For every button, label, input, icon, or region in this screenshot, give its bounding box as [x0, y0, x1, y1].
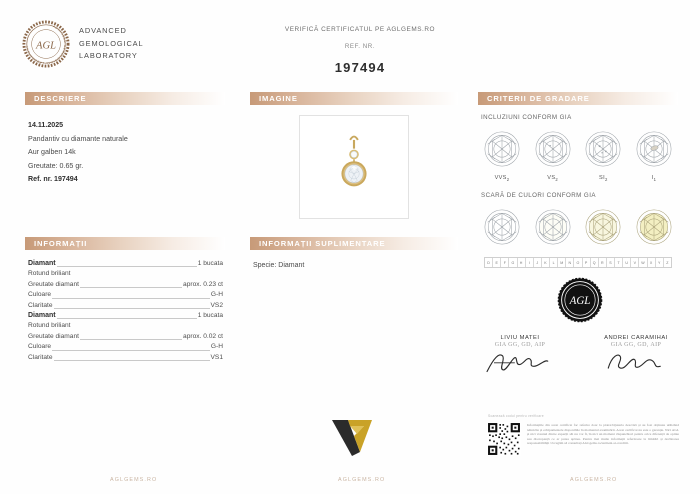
- info-row-leader: [57, 266, 197, 267]
- color-scale-cell: F: [501, 258, 509, 267]
- descriere-item: Pandantiv cu diamante naturale: [28, 134, 128, 143]
- info-row: [28, 259, 223, 269]
- descriere-date: 14.11.2025: [28, 121, 64, 129]
- pendant-photo-frame: [299, 115, 409, 219]
- brand-block: [22, 20, 144, 68]
- info-row-key: Greutate diamant: [28, 280, 79, 288]
- color-scale-cell: I: [526, 258, 534, 267]
- inclusion-cell-vvs: [482, 130, 522, 182]
- brand-line-3: LABORATORY: [79, 51, 138, 61]
- color-scale-cell: L: [550, 258, 558, 267]
- diamond-diagram-icon: [483, 130, 521, 168]
- descriere-body: [25, 105, 225, 187]
- color-scale-cell: S: [607, 258, 615, 267]
- inclusion-diagram-row: [478, 121, 678, 182]
- color-scale-cell: T: [615, 258, 623, 267]
- info-row-key: Greutate diamant: [28, 332, 79, 340]
- qr-note: Scanează codul pentru verificare: [488, 414, 544, 418]
- info-row-key: Diamant: [28, 312, 56, 320]
- info-row-value: 1 bucata: [197, 312, 223, 320]
- informatii-title: INFORMAȚII: [34, 239, 88, 248]
- inclusion-cell-vs: [533, 130, 573, 182]
- criterii-section: [478, 92, 678, 268]
- color-cell-2: [533, 208, 573, 251]
- info-row: [28, 290, 223, 300]
- svg-text:AGL: AGL: [569, 295, 591, 308]
- info-row-value: VS2: [210, 301, 223, 309]
- brand-line-1: ADVANCED: [79, 26, 127, 36]
- imagine-section: [250, 92, 458, 219]
- info-row-key: Claritate: [28, 301, 53, 309]
- verification-block: [240, 26, 480, 75]
- color-scale-cell: O: [574, 258, 582, 267]
- signature-mark-2: [588, 349, 684, 375]
- info-row: [28, 280, 223, 290]
- color-scale-cell: R: [599, 258, 607, 267]
- color-scale-cell: Z: [666, 260, 669, 265]
- info-row: [28, 332, 223, 342]
- watermark-right: AGLGEMS.RO: [570, 477, 618, 483]
- color-scale-cell: H: [518, 258, 526, 267]
- informatii-section: [25, 237, 225, 363]
- color-scale-cell: W: [639, 258, 647, 267]
- inclusion-label-i: $I_1$: [651, 175, 657, 183]
- diamond-diagram-icon: [635, 130, 673, 168]
- informatii-header-bar: [25, 237, 225, 250]
- info-row: [28, 353, 223, 363]
- info-row-value: aprox. 0.23 ct: [183, 280, 223, 288]
- color-diagram-row: [478, 199, 678, 251]
- diamond-color-icon: [635, 208, 673, 246]
- watermark-center: AGLGEMS.RO: [338, 477, 386, 483]
- info-row-leader: [54, 308, 210, 309]
- info-row: [28, 321, 223, 331]
- info-row-key: Diamant: [28, 260, 56, 267]
- color-scale-cell: U: [623, 258, 631, 267]
- descriere-metal: Aur galben 14k: [28, 148, 76, 156]
- color-scale-cell: N: [566, 258, 574, 267]
- diamond-color-icon: [584, 208, 622, 246]
- qr-code-icon[interactable]: [487, 422, 521, 456]
- info-row-leader: [57, 318, 197, 319]
- color-scale-strip: [484, 257, 672, 268]
- watermark-left: AGLGEMS.RO: [110, 477, 158, 483]
- certificate-header: [0, 0, 700, 88]
- signatory-name-2: ANDREI CARAMIHAI: [604, 335, 668, 341]
- info-row-value: G-H: [210, 343, 223, 351]
- info-row-value: aprox. 0.02 ct: [183, 332, 223, 340]
- info-row-key: Rotund briliant: [28, 270, 71, 278]
- inclusion-label-vvs: $VVS_2$: [494, 175, 510, 183]
- info-row-value: VS1: [210, 353, 223, 361]
- info-row-leader: [52, 298, 210, 299]
- inclusion-cell-si: [583, 130, 623, 182]
- reference-number: 197494: [334, 60, 386, 75]
- descriere-ref: Ref. nr. 197494: [28, 175, 78, 183]
- brand-line-2: GEMOLOGICAL: [79, 38, 144, 48]
- suplimentare-section: [250, 237, 458, 269]
- brand-name: [79, 25, 144, 63]
- color-scale-cell: D: [485, 258, 493, 267]
- info-row: [28, 311, 223, 321]
- diamond-color-icon: [483, 208, 521, 246]
- inclusions-subtitle: INCLUZIUNI CONFORM GIA: [481, 114, 572, 121]
- suplimentare-title: INFORMAȚII SUPLIMENTARE: [259, 239, 386, 248]
- color-cell-1: [482, 208, 522, 251]
- info-row-leader: [80, 287, 182, 288]
- descriere-section: [25, 92, 225, 187]
- inclusion-cell-i: [634, 130, 674, 182]
- color-scale-cell: Q: [591, 258, 599, 267]
- diamond-diagram-icon: [584, 130, 622, 168]
- informatii-table: [25, 250, 225, 363]
- color-scale-cell: E: [493, 258, 501, 267]
- disclaimer-text: Informațiile din acest certificat fac referire doar la piatra/bijuteria descrisă și au fost obținute utilizând tehnicile și echipamentele disponibile în momentul examinării. Acest certificat nu este o garanție. Nici AGL și nici vreunul dintre experții săi nu vor fi, în nici un moment răspunzători pentru orice diferență de opinie sau discrepanță ce ar putea apărea. Pentru mai multe informații referitoare la limitări și declinarea responsabilității vă rugăm să consultați AGLgems.ro/termeni-si-conditii.: [527, 423, 679, 446]
- reference-label: REF. NR.: [344, 43, 376, 50]
- info-row-key: Claritate: [28, 353, 53, 361]
- inclusion-label-si: $SI_2$: [599, 175, 608, 183]
- color-scale-subtitle: SCARĂ DE CULORI CONFORM GIA: [481, 192, 596, 200]
- signatory-title-1: GIA GG, GD, AIP: [494, 342, 546, 348]
- suplimentare-body: [250, 250, 458, 269]
- diamond-color-icon: [534, 208, 572, 246]
- signatory-title-2: GIA GG, GD, AIP: [610, 342, 662, 348]
- color-scale-cell: Y: [656, 258, 664, 267]
- color-scale-cell: J: [534, 258, 542, 267]
- color-scale-cell: K: [542, 258, 550, 267]
- criterii-body: [478, 105, 678, 268]
- descriere-title: DESCRIERE: [34, 94, 87, 103]
- info-row-key: Culoare: [28, 343, 52, 351]
- info-row: [28, 301, 223, 311]
- descriere-weight: Greutate: 0.65 gr.: [28, 161, 84, 170]
- color-cell-4: [634, 208, 674, 251]
- signature-mark-1: [472, 349, 568, 375]
- info-row-leader: [54, 360, 210, 361]
- svg-text:AGL: AGL: [36, 40, 56, 52]
- descriere-header-bar: [25, 92, 225, 105]
- pendant-photo: [325, 123, 383, 211]
- criterii-header-bar: [478, 92, 678, 105]
- info-row: [28, 269, 223, 279]
- color-cell-3: [583, 208, 623, 251]
- info-row: [28, 342, 223, 352]
- info-row-value: 1 bucata: [197, 260, 223, 267]
- svg-text:ADVANCED GEMOLOGICAL LABORATOR: ADVANCED GEMOLOGICAL LABORATORY: [24, 24, 68, 66]
- diamond-diagram-icon: [534, 130, 572, 168]
- info-row-key: Rotund briliant: [28, 322, 71, 330]
- agl-seal-icon: [22, 20, 70, 68]
- signature-block-2: [588, 335, 684, 380]
- agl-stamp-icon: [557, 277, 603, 323]
- color-scale-cell: V: [631, 258, 639, 267]
- info-row-leader: [80, 339, 182, 340]
- imagine-title: IMAGINE: [259, 94, 298, 103]
- specie-line: Specie: Diamant: [253, 262, 305, 269]
- criterii-title: CRITERII DE GRADARE: [487, 94, 590, 103]
- color-scale-cell: X: [648, 258, 656, 267]
- color-scale-cell: G: [509, 258, 517, 267]
- aglgems-v-logo-icon: [330, 418, 374, 458]
- imagine-header-bar: [250, 92, 458, 105]
- verify-url-text: VERIFICĂ CERTIFICATUL PE AGLGEMS.RO: [284, 26, 436, 33]
- suplimentare-header-bar: [250, 237, 458, 250]
- info-row-key: Culoare: [28, 291, 52, 299]
- signatory-name-1: LIVIU MATEI: [500, 335, 540, 341]
- color-scale-cell: P: [583, 258, 591, 267]
- info-row-value: G-H: [210, 291, 223, 299]
- signature-block-1: [472, 335, 568, 380]
- signature-area: [472, 335, 684, 380]
- info-row-leader: [52, 350, 210, 351]
- color-scale-cell: M: [558, 258, 566, 267]
- inclusion-label-vs: $VS_2$: [547, 175, 558, 183]
